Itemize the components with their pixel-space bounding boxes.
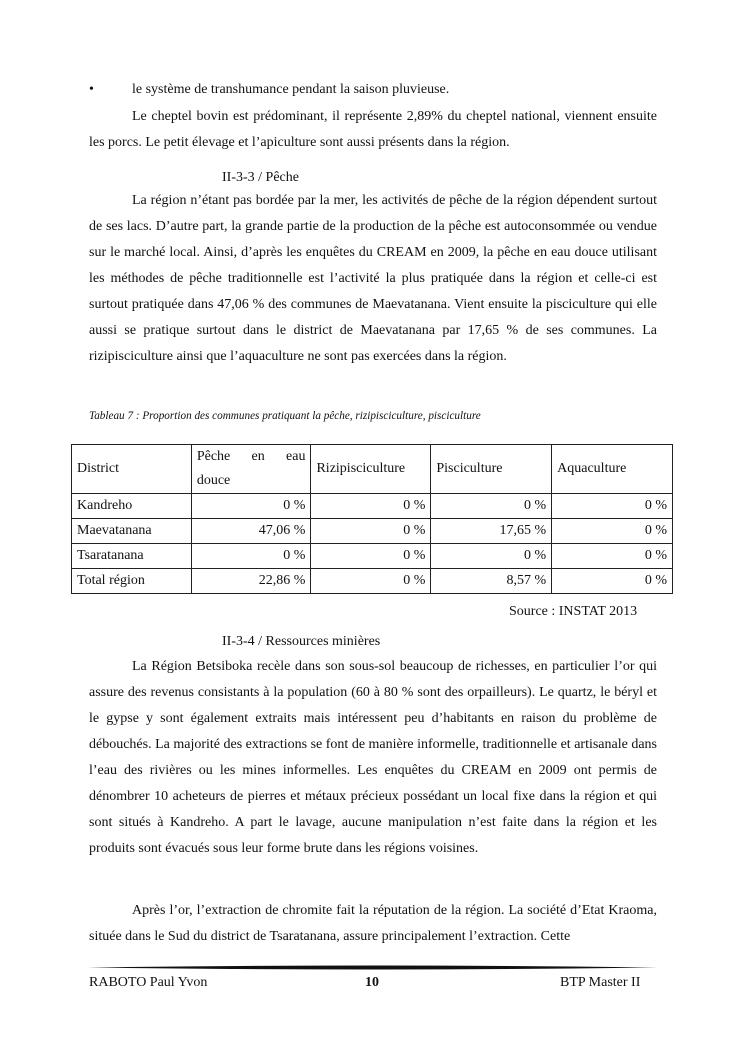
footer-divider (88, 965, 658, 970)
header-pisciculture: Pisciculture (431, 445, 552, 494)
paragraph-livestock-block (89, 104, 657, 156)
header-aquaculture: Aquaculture (552, 445, 673, 494)
cell-peche: 22,86 % (191, 569, 311, 594)
cell-district: Kandreho (72, 494, 192, 519)
cell-district: Tsaratanana (72, 544, 192, 569)
cell-peche: 0 % (191, 494, 311, 519)
bullet-text: le système de transhumance pendant la saison pluvieuse. (132, 82, 450, 97)
table-header-row (72, 445, 673, 494)
paragraph-peche-block (89, 188, 657, 370)
cell-rizi: 0 % (311, 519, 431, 544)
cell-aqua: 0 % (552, 544, 673, 569)
cell-rizi: 0 % (311, 544, 431, 569)
cell-pisci: 0 % (431, 494, 552, 519)
cell-pisci: 17,65 % (431, 519, 552, 544)
header-peche-line2: douce (196, 473, 231, 488)
cell-peche: 0 % (191, 544, 311, 569)
table-row (72, 519, 673, 544)
paragraph-mines-block (89, 654, 657, 862)
cell-pisci: 8,57 % (431, 569, 552, 594)
heading-peche: II-3-3 / Pêche (222, 170, 299, 185)
table-source: Source : INSTAT 2013 (509, 604, 638, 619)
paragraph-mines: La Région Betsiboka recèle dans son sous-sol beaucoup de richesses, en particulier l’or qui assure des revenus consistants à la population (60 à 80 % sont des orpailleurs). Le quartz, le béryl et le gypse y sont également extraits mais intéressent peu d’habitants en raison du problème de débouchés. La majorité des extractions se font de manière informelle, traditionnelle et artisanale dans l’eau des rivières ou les mines informelles. Les enquêtes du CREAM en 2009 ont permis de dénombrer 10 acheteurs de pierres et métaux précieux possédant un local fixe dans la région et qui sont situés à Kandreho. A part le lavage, aucune manipulation n’est faite dans la région et les produits sont évacués sous leur forme brute dans les régions voisines. (89, 659, 657, 856)
bullet-icon: • (89, 82, 94, 97)
cell-aqua: 0 % (552, 519, 673, 544)
header-district: District (72, 445, 192, 494)
paragraph-livestock: Le cheptel bovin est prédominant, il représente 2,89% du cheptel national, viennent ensuite les porcs. Le petit élevage et l’apiculture sont aussi présents dans la région. (89, 109, 657, 150)
cell-aqua: 0 % (552, 494, 673, 519)
fishing-table (71, 444, 673, 594)
header-peche-line1: Pêche en eau (196, 449, 306, 464)
cell-district: Total région (72, 569, 192, 594)
table-row (72, 544, 673, 569)
heading-mines: II-3-4 / Ressources minières (222, 634, 381, 649)
paragraph-chromite-block (89, 898, 657, 950)
cell-rizi: 0 % (311, 569, 431, 594)
table-row (72, 494, 673, 519)
cell-peche: 47,06 % (191, 519, 311, 544)
cell-aqua: 0 % (552, 569, 673, 594)
cell-district: Maevatanana (72, 519, 192, 544)
footer-program: BTP Master II (560, 975, 641, 990)
footer-author: RABOTO Paul Yvon (89, 975, 208, 990)
paragraph-peche: La région n’étant pas bordée par la mer, les activités de pêche de la région dépendent surtout de ses lacs. D’autre part, la grande partie de la production de la pêche est autoconsommée ou vendue sur le marché local. Ainsi, d’après les enquêtes du CREAM en 2009, la pêche en eau douce utilisant les méthodes de pêche traditionnelle est l’activité la plus pratiquée dans la région et celle-ci est surtout pratiquée dans 47,06 % des communes de Maevatanana. Vient ensuite la pisciculture qui elle aussi se pratique surtout dans le district de Maevatanana par 17,65 % de ses communes. La rizipisciculture ainsi que l’aquaculture ne sont pas exercées dans la région. (89, 193, 657, 364)
footer-page-number: 10 (365, 975, 379, 990)
table-caption: Tableau 7 : Proportion des communes pratiquant la pêche, rizipisciculture, pisciculture (89, 410, 481, 422)
header-peche (191, 445, 311, 494)
paragraph-chromite: Après l’or, l’extraction de chromite fait la réputation de la région. La société d’Etat Kraoma, située dans le Sud du district de Tsaratanana, assure principalement l’extraction. Cette (89, 903, 657, 944)
header-rizipisciculture: Rizipisciculture (311, 445, 431, 494)
table-row (72, 569, 673, 594)
cell-rizi: 0 % (311, 494, 431, 519)
cell-pisci: 0 % (431, 544, 552, 569)
